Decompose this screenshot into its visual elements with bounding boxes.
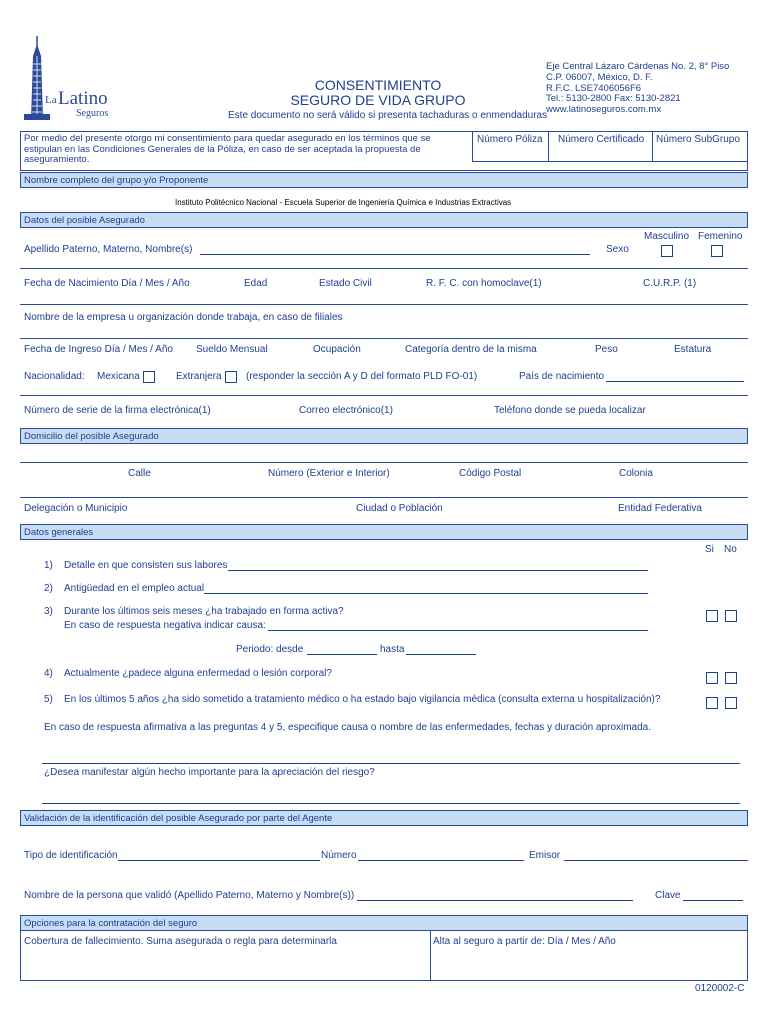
- femenino-label: Femenino: [698, 231, 743, 242]
- q3-text: Durante los últimos seis meses ¿ha trabajado en forma activa?: [64, 606, 344, 617]
- afirmativa-field[interactable]: [42, 763, 740, 764]
- emisor-label: Emisor: [529, 850, 561, 861]
- emisor-field[interactable]: [564, 860, 748, 861]
- section-datos-asegurado-title: Datos del posible Asegurado: [24, 215, 145, 226]
- periodo-desde-field[interactable]: [307, 654, 377, 655]
- telefono-label: Teléfono donde se pueda localizar: [494, 405, 646, 416]
- tipo-identificacion-field[interactable]: [118, 860, 320, 861]
- section-validacion: [20, 810, 748, 826]
- numero-poliza-label: Número Póliza: [477, 134, 543, 145]
- periodo-label: Periodo: desde: [236, 644, 304, 655]
- fecha-nacimiento-label: Fecha de Nacimiento Día / Mes / Año: [24, 278, 190, 289]
- estado-civil-label: Estado Civil: [319, 278, 372, 289]
- manifestar-text: ¿Desea manifestar algún hecho importante para la apreciación del riesgo?: [44, 767, 375, 778]
- periodo-hasta-field[interactable]: [406, 654, 476, 655]
- q4-text: Actualmente ¿padece alguna enfermedad o lesión corporal?: [64, 668, 332, 679]
- q5-si-checkbox[interactable]: [706, 697, 718, 709]
- femenino-checkbox[interactable]: [711, 245, 723, 257]
- section-grupo: [20, 172, 748, 188]
- address-line-1: Eje Central Lázaro Cárdenas No. 2, 8° Piso: [546, 61, 730, 72]
- mexicana-checkbox[interactable]: [143, 371, 155, 383]
- sueldo-label: Sueldo Mensual: [196, 344, 268, 355]
- section-opciones: [20, 915, 748, 931]
- q1-text: Detalle en que consisten sus labores: [64, 560, 228, 571]
- pais-label: País de nacimiento: [519, 371, 605, 382]
- rfc-label: R. F. C. con homoclave(1): [426, 278, 542, 289]
- numero-identificacion-field[interactable]: [358, 860, 524, 861]
- title-note: Este documento no será válido si presenta tachaduras o enmendaduras: [228, 110, 548, 121]
- curp-label: C.U.R.P. (1): [643, 278, 697, 289]
- logo-brand-small: La: [45, 94, 57, 106]
- pais-field[interactable]: [606, 381, 744, 382]
- q5-text: En los últimos 5 años ¿ha sido sometido a tratamiento médico o ha estado bajo vigilancia médica (consulta externa u hospitalización)?: [64, 694, 661, 705]
- entidad-label: Entidad Federativa: [618, 503, 702, 514]
- section-validacion-title: Validación de la identificación del posible Asegurado por parte del Agente: [24, 813, 333, 824]
- section-grupo-title: Nombre completo del grupo y/o Proponente: [24, 175, 209, 186]
- sexo-label: Sexo: [606, 244, 629, 255]
- firma-label: Número de serie de la firma electrónica(1): [24, 405, 211, 416]
- q3-number: 3): [44, 606, 53, 617]
- estatura-label: Estatura: [674, 344, 712, 355]
- numero-domicilio-label: Número (Exterior e Interior): [268, 468, 390, 479]
- form-code: 0120002-C: [695, 983, 745, 994]
- section-datos-generales-title: Datos generales: [24, 527, 94, 538]
- colonia-label: Colonia: [619, 468, 653, 479]
- fecha-ingreso-label: Fecha de Ingreso Día / Mes / Año: [24, 344, 173, 355]
- q4-no-checkbox[interactable]: [725, 672, 737, 684]
- peso-label: Peso: [595, 344, 618, 355]
- tipo-identificacion-label: Tipo de identificación: [24, 850, 118, 861]
- company-logo: [22, 36, 122, 122]
- cobertura-label: Cobertura de fallecimiento. Suma asegurada o regla para determinarla: [24, 936, 337, 947]
- logo-brand: Latino: [58, 88, 108, 109]
- q3-si-checkbox[interactable]: [706, 610, 718, 622]
- clave-field[interactable]: [683, 900, 743, 901]
- hasta-label: hasta: [380, 644, 405, 655]
- company-address: [546, 62, 729, 116]
- calle-label: Calle: [128, 468, 151, 479]
- afirmativa-text: En caso de respuesta afirmativa a las preguntas 4 y 5, especifique causa o nombre de las enfermedades, fechas y duración aproximada.: [44, 722, 652, 733]
- manifestar-field[interactable]: [42, 803, 740, 804]
- persona-valido-field[interactable]: [357, 900, 633, 901]
- title-line-1: CONSENTIMIENTO: [314, 77, 442, 93]
- q2-text: Antigüedad en el empleo actual: [64, 583, 205, 594]
- extranjera-label: Extranjera: [176, 371, 222, 382]
- section-datos-asegurado: [20, 212, 748, 228]
- pld-note: (responder la sección A y D del formato PLD FO-01): [246, 371, 478, 382]
- q5-number: 5): [44, 694, 53, 705]
- persona-valido-label: Nombre de la persona que validó (Apellido Paterno, Materno y Nombre(s)): [24, 890, 355, 901]
- nacionalidad-label: Nacionalidad:: [24, 371, 85, 382]
- section-opciones-title: Opciones para la contratación del seguro: [24, 918, 198, 929]
- masculino-label: Masculino: [644, 231, 690, 242]
- q4-number: 4): [44, 668, 53, 679]
- address-line-4: Tel.: 5130-2800 Fax: 5130-2821: [546, 93, 681, 105]
- extranjera-checkbox[interactable]: [225, 371, 237, 383]
- masculino-checkbox[interactable]: [661, 245, 673, 257]
- alta-label: Alta al seguro a partir de: Día / Mes / Año: [433, 936, 616, 947]
- title-line-2: SEGURO DE VIDA GRUPO: [290, 92, 466, 108]
- edad-label: Edad: [244, 278, 268, 289]
- q4-si-checkbox[interactable]: [706, 672, 718, 684]
- grupo-value: Instituto Politécnico Nacional - Escuela Superior de Ingeniería Química e Industrias Extractivas: [175, 198, 512, 207]
- empresa-label: Nombre de la empresa u organización donde trabaja, en caso de filiales: [24, 312, 343, 323]
- q1-field[interactable]: [228, 570, 648, 571]
- nombre-label: Apellido Paterno, Materno, Nombre(s): [24, 244, 193, 255]
- codigo-postal-label: Código Postal: [459, 468, 522, 479]
- ocupacion-label: Ocupación: [313, 344, 361, 355]
- correo-label: Correo electrónico(1): [299, 405, 393, 416]
- q5-no-checkbox[interactable]: [725, 697, 737, 709]
- building-icon: [22, 36, 52, 122]
- q3-causa-field[interactable]: [268, 630, 648, 631]
- section-domicilio: [20, 428, 748, 444]
- delegacion-label: Delegación o Municipio: [24, 503, 128, 514]
- document-title: [218, 78, 538, 108]
- q3b-text: En caso de respuesta negativa indicar causa:: [64, 620, 266, 631]
- mexicana-label: Mexicana: [97, 371, 140, 382]
- numero-identificacion-label: Número: [321, 850, 357, 861]
- intro-text: Por medio del presente otorgo mi consentimiento para quedar asegurado en los términos que se estipulan en las Condiciones Generales de la Póliza, en caso de ser aceptada la propuesta de aseguramiento.: [24, 133, 431, 165]
- section-domicilio-title: Domicilio del posible Asegurado: [24, 431, 159, 442]
- q1-number: 1): [44, 560, 53, 571]
- no-label: No: [724, 544, 737, 555]
- address-line-5: www.latinoseguros.com.mx: [546, 104, 662, 116]
- numero-subgrupo-label: Número SubGrupo: [656, 134, 740, 145]
- address-line-2: C.P. 06007, México, D. F.: [546, 71, 653, 83]
- q3-no-checkbox[interactable]: [725, 610, 737, 622]
- nombre-field[interactable]: [200, 254, 590, 255]
- numero-certificado-label: Número Certificado: [558, 134, 645, 145]
- section-datos-generales: [20, 524, 748, 540]
- address-line-3: R.F.C. LSE7406056F6: [546, 82, 642, 94]
- q2-number: 2): [44, 583, 53, 594]
- q2-field[interactable]: [204, 593, 648, 594]
- si-label: Si: [705, 544, 714, 555]
- clave-label: Clave: [655, 890, 681, 901]
- logo-sub: Seguros: [76, 108, 109, 119]
- ciudad-label: Ciudad o Población: [356, 503, 443, 514]
- categoria-label: Categoría dentro de la misma: [405, 344, 537, 355]
